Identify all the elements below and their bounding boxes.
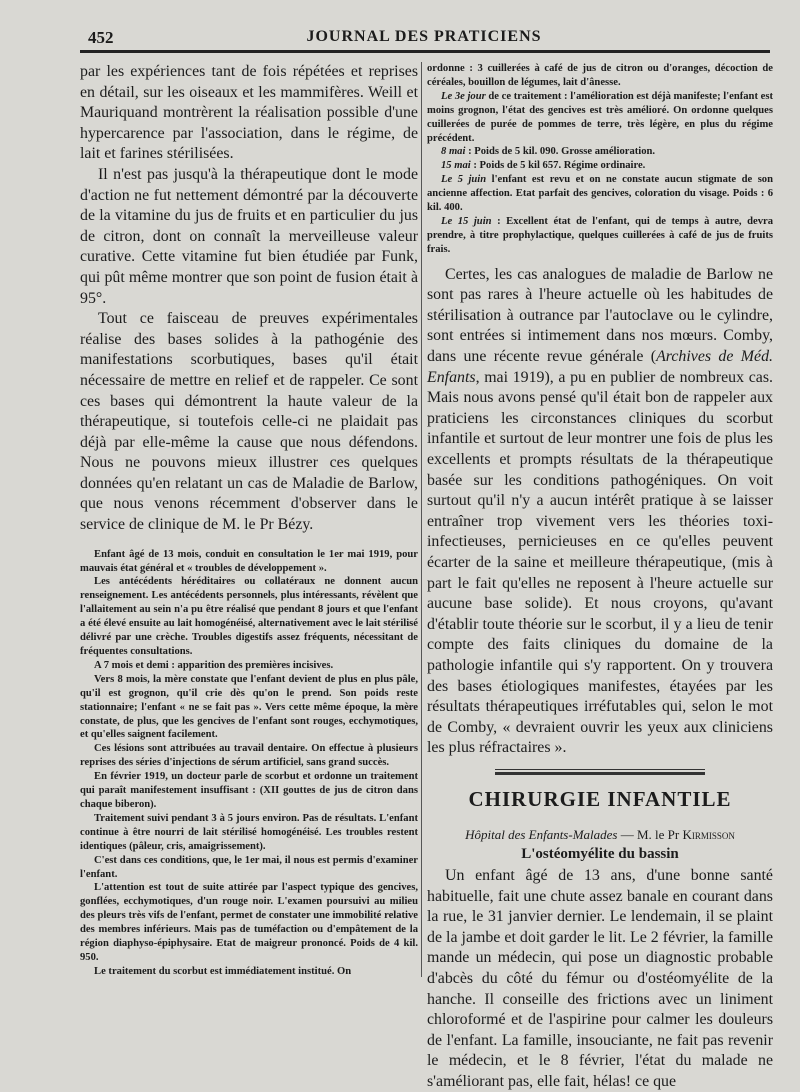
professor-name: Kirmisson xyxy=(682,826,735,842)
section-rule xyxy=(495,772,705,775)
case-paragraph: Enfant âgé de 13 mois, conduit en consultation le 1er mai 1919, pour mauvais état général et « troubles de développement ». xyxy=(80,548,418,574)
case-date: Le 5 juin xyxy=(441,174,487,186)
case-date: 15 mai xyxy=(441,160,471,172)
left-column xyxy=(80,62,418,979)
case-paragraph: L'attention est tout de suite attirée par l'aspect typique des gencives, gonflées, ecchymotiques, d'un rouge noir. L'examen poursuivi au milieu des pleurs très vifs de l'enfant, permet de constater une immobilité relative des membres inférieurs. Mais pas de tuméfaction ou d'empâtement de la région diaphyso-épiphysaire. Etat de maigreur prononcé. Poids de 4 kil. 950. xyxy=(80,882,418,963)
hospital-line xyxy=(427,826,773,844)
case-paragraph xyxy=(427,159,773,173)
case-text: de ce traitement : l'amélioration est déjà manifeste; l'enfant est moins grognon, l'état des gencives est très amélioré. On ordonne quelques cuillerées de purée de pommes de terre, très légère, en plus du régime précédent. xyxy=(427,90,773,144)
case-date: 8 mai xyxy=(441,146,466,158)
paragraph: Tout ce faisceau de preuves expérimentales réalise des bases solides à la pathogénie des manifestations scorbutiques, bases qu'il était nécessaire de mettre en relief et de rappeler. Ce sont ces bases qui démontrent la haute valeur de la thérapeutique, si toutefois celle-ci ne plaidait pas déjà par elle-même la cause que nous défendons. Nous ne pouvons mieux illustrer ces quelques données qu'en relatant un cas de Maladie de Barlow, que nous venons récemment d'observer dans le service de clinique de M. le Pr Bézy. xyxy=(80,310,418,534)
right-column xyxy=(427,62,773,1092)
paragraph: Il n'est pas jusqu'à la thérapeutique dont le mode d'action ne fut nettement démontré par la découverte de la vitamine du jus de fruits et en particulier du jus de citron, dont on connaît la merveilleuse valeur curative. Cette vitamine fut bien étudiée par Funk, qui pût même montrer que son point de fusion était à 95°. xyxy=(80,165,418,307)
page-header xyxy=(74,28,774,48)
hospital-dash: — M. le Pr xyxy=(617,826,683,842)
case-text: : Excellent état de l'enfant, qui de temps à autre, devra prendre, à titre prophylactique, quelques cuillerées à café de jus de fruits frais. xyxy=(427,215,773,255)
paragraph: par les expériences tant de fois répétées et reprises en détail, sur les oiseaux et les mammifères. Weill et Mauriquand montrèrent la réalisation possible d'une hypercarence par l'association, dans le régime, de lait et farines stérilisées. xyxy=(80,63,418,163)
case-paragraph: C'est dans ces conditions, que, le 1er mai, il nous est permis d'examiner l'enfant. xyxy=(80,854,418,880)
case-paragraph xyxy=(427,145,773,159)
section-rule xyxy=(495,769,705,770)
hospital-name: Hôpital des Enfants-Malades xyxy=(465,826,618,842)
paragraph: Un enfant âgé de 13 ans, d'une bonne santé habituelle, fait une chute assez banale en courant dans la rue, le 31 janvier dernier. Le lendemain, il se plaint de la jambe et doit garder le lit. Le 2 février, la famille mande un médecin, qui pose un diagnostic probable d'abcès du côté du fémur ou d'ostéomyélite de la hanche. Il conseille des frictions avec un liniment chloroformé et de l'aspirine pour calmer les douleurs de l'enfant. La famille, insouciante, ne fait pas revenir le médecin, et le 8 février, l'état du malade ne s'améliorant pas, elle fait, hélas! ce que xyxy=(427,866,773,1090)
page-number: 452 xyxy=(88,28,114,47)
paragraph-text: Certes, les cas analogues de maladie de Barlow ne sont pas rares à l'heure actuelle où les habitudes de stérilisation à outrance par l'autoclave ou le cylindre, sont entrées si intimement dans nos mœurs. Comby, dans une récente revue générale ( xyxy=(427,265,773,366)
case-paragraph: Vers 8 mois, la mère constate que l'enfant devient de plus en plus pâle, qu'il est grognon, qu'il crie dès qu'on le prend. Son poids reste stationnaire; l'enfant « ne se fait pas ». Vers cette même époque, la mère constate, de plus, que les gencives de l'enfant sont rouges, ecchymotiques, et qu'elles saignent facilement. xyxy=(80,673,418,741)
case-date: Le 15 juin xyxy=(441,215,492,227)
case-paragraph: Ces lésions sont attribuées au travail dentaire. On effectue à plusieurs reprises des séries d'injections de sérum artificiel, sans grand succès. xyxy=(80,743,418,769)
journal-title: JOURNAL DES PRATICIENS xyxy=(306,28,542,45)
case-paragraph: Traitement suivi pendant 3 à 5 jours environ. Pas de résultats. L'enfant continue à être nourri de lait stérilisé homogénéisé. Les troubles restent identiques (pâleur, cris, amaigrissement). xyxy=(80,812,418,852)
case-text: l'enfant est revu et on ne constate aucun stigmate de son ancienne affection. Etat parfait des gencives, coloration du visage. Poids : 6 kil. 400. xyxy=(427,174,774,214)
header-rule xyxy=(80,50,770,53)
case-paragraph: Les antécédents héréditaires ou collatéraux ne donnent aucun renseignement. Les antécédents personnels, plus intéressants, révèlent que l'allaitement au sein n'a pu être réalisé que pendant 8 jours et que l'enfant a été élevé ensuite au lait homogénéisé, alternativement avec le lait stérilisé délivré par une crèche. Troubles digestifs assez fréquents, nécessitant de fréquentes consultations. xyxy=(80,576,418,657)
case-paragraph xyxy=(427,215,773,257)
case-paragraph: A 7 mois et demi : apparition des premières incisives. xyxy=(94,659,334,671)
section-title: CHIRURGIE INFANTILE xyxy=(468,786,732,811)
paragraph-text: , mai 1919), a pu en publier de nombreux cas. Mais nous avons pensé qu'il était bon de rappeler aux praticiens les circonstances cliniques du scorbut infantile et surtout de leur montrer une fois de plus les excellents et prompts résultats de la thérapeutique basée sur les conditions pathogéniques. On voit surtout qu'il n'y a aucun intérêt pratique à se laisser entraîner trop vivement vers les théories toxi-infectieuses, pernicieuses en ce qu'elles peuvent écarter de la saine et meilleure thérapeutique, (mis à part le fait qu'elles ne reposent à l'heure actuelle sur aucune base solide). Et nous croyons, qu'avant d'établir toute théorie sur le scorbut, il y a lieu de tenir compte des faits cliniques du domaine de la pathologie infantile qui s'y rapportent. On y trouvera des bases étiologiques manifestes, étayées par les résultats thérapeutiques irréfutables qui, selon le mot de Comby, « devraient ouvrir les yeux aux cliniciens les plus réfractaires ». xyxy=(427,368,773,757)
case-paragraph xyxy=(427,90,773,146)
case-text: : Poids de 5 kil 657. Régime ordinaire. xyxy=(470,160,646,172)
case-paragraph: Le traitement du scorbut est immédiatement institué. On xyxy=(94,965,352,977)
paragraph xyxy=(427,265,773,759)
column-divider xyxy=(421,62,422,977)
case-date: Le 3e jour xyxy=(441,90,486,102)
article-title: L'ostéomyélite du bassin xyxy=(521,845,679,862)
case-paragraph: ordonne : 3 cuillerées à café de jus de citron ou d'oranges, décoction de céréales, bouillon de légumes, lait d'ânesse. xyxy=(427,63,773,88)
case-paragraph: En février 1919, un docteur parle de scorbut et ordonne un traitement qui paraît manifestement insuffisant : (XII gouttes de jus de citron dans chaque biberon). xyxy=(80,771,418,810)
case-text: : Poids de 5 kil. 090. Grosse amélioration. xyxy=(465,146,656,158)
citation: Archives de Méd. Enfants xyxy=(427,348,773,386)
case-paragraph xyxy=(427,173,773,215)
